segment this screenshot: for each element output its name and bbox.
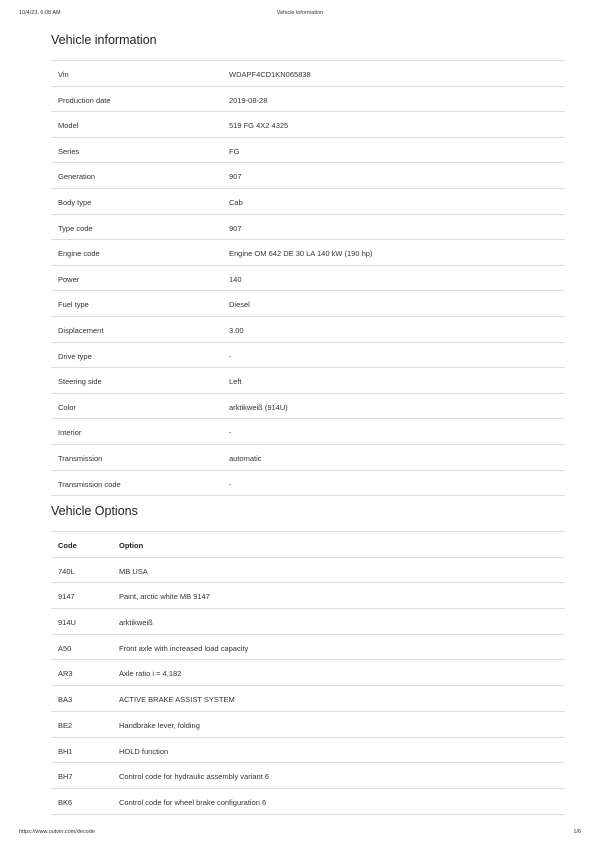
row-value: - [229, 479, 232, 489]
row-label: Power [58, 274, 80, 284]
table-row [51, 317, 565, 343]
option-description: Control code for wheel brake configuration 6 [119, 797, 267, 807]
option-description: Front axle with increased load capacity [119, 643, 249, 653]
table-row [51, 583, 565, 609]
table-row [51, 291, 565, 317]
options-header-row [51, 532, 565, 558]
table-row [51, 138, 565, 164]
table-row [51, 419, 565, 445]
table-row [51, 712, 565, 738]
table-row [51, 738, 565, 764]
option-code: BH7 [58, 772, 73, 782]
options-header-option: Option [119, 541, 144, 550]
table-row [51, 189, 565, 215]
print-date: 10/4/23, 6:08 AM [19, 10, 61, 16]
row-value: automatic [229, 453, 262, 463]
option-code: 9147 [58, 592, 75, 602]
table-row [51, 394, 565, 420]
print-header [19, 10, 581, 20]
row-value: Cab [229, 197, 243, 207]
option-code: BH1 [58, 746, 73, 756]
options-header-code: Code [58, 541, 77, 550]
table-row [51, 558, 565, 584]
row-value: 907 [229, 172, 242, 182]
row-label: Displacement [58, 325, 104, 335]
table-row [51, 266, 565, 292]
table-row [51, 686, 565, 712]
option-code: 740L [58, 566, 75, 576]
row-label: Steering side [58, 377, 102, 387]
row-value: 3.00 [229, 325, 244, 335]
option-description: MB USA [119, 566, 148, 576]
table-row [51, 61, 565, 87]
row-label: Body type [58, 197, 92, 207]
row-label: Transmission code [58, 479, 121, 489]
vehicle-options-title: Vehicle Options [51, 504, 138, 518]
table-row [51, 609, 565, 635]
row-label: Fuel type [58, 300, 89, 310]
row-label: Generation [58, 172, 96, 182]
vehicle-information-title: Vehicle information [51, 33, 157, 47]
row-value: 519 FG 4X2 4325 [229, 121, 289, 131]
table-row [51, 763, 565, 789]
row-value: - [229, 428, 232, 438]
table-row [51, 445, 565, 471]
row-label: Transmission [58, 453, 103, 463]
row-value: - [229, 351, 232, 361]
row-value: FG [229, 146, 240, 156]
row-value: Engine OM 642 DE 30 LA 140 kW (190 hp) [229, 249, 373, 259]
row-label: Production date [58, 95, 111, 105]
option-description: Axle ratio i = 4,182 [119, 669, 182, 679]
table-row [51, 789, 565, 815]
option-description: HOLD function [119, 746, 169, 756]
option-code: BK6 [58, 797, 73, 807]
row-value: Diesel [229, 300, 250, 310]
row-label: Model [58, 121, 79, 131]
print-page-title: Vehicle information [276, 10, 324, 16]
option-code: AR3 [58, 669, 73, 679]
option-code: BA3 [58, 695, 73, 705]
row-label: Type code [58, 223, 93, 233]
row-label: Color [58, 402, 76, 412]
page-number: 1/6 [573, 829, 581, 835]
row-value: WDAPF4CD1KN065838 [229, 70, 311, 79]
option-code: A50 [58, 643, 72, 653]
vehicle-options-table [51, 531, 565, 815]
row-label: Series [58, 146, 80, 156]
row-label: Drive type [58, 351, 92, 361]
option-description: Control code for hydraulic assembly variant 6 [119, 772, 270, 782]
option-description: ACTIVE BRAKE ASSIST SYSTEM [119, 695, 235, 705]
table-row [51, 660, 565, 686]
row-value: 907 [229, 223, 242, 233]
table-row [51, 368, 565, 394]
print-footer [19, 829, 581, 839]
table-row [51, 471, 565, 497]
vehicle-information-table [51, 60, 565, 496]
option-description: Paint, arctic white MB 9147 [119, 592, 210, 602]
table-row [51, 635, 565, 661]
table-row [51, 240, 565, 266]
table-row [51, 87, 565, 113]
row-value: Left [229, 377, 242, 387]
row-value: 2019-08-28 [229, 95, 268, 105]
row-value: 140 [229, 274, 242, 284]
row-label: Interior [58, 428, 82, 438]
row-label: Vin [58, 70, 69, 79]
row-value: arktikweiß (914U) [229, 402, 288, 412]
table-row [51, 163, 565, 189]
option-description: arktikweiß [119, 618, 153, 628]
option-description: Handbrake lever, folding [119, 720, 200, 730]
print-url: https://www.outvin.com/decode [19, 829, 95, 835]
option-code: BE2 [58, 720, 73, 730]
table-row [51, 343, 565, 369]
table-row [51, 215, 565, 241]
option-code: 914U [58, 618, 76, 628]
table-row [51, 112, 565, 138]
row-label: Engine code [58, 249, 100, 259]
